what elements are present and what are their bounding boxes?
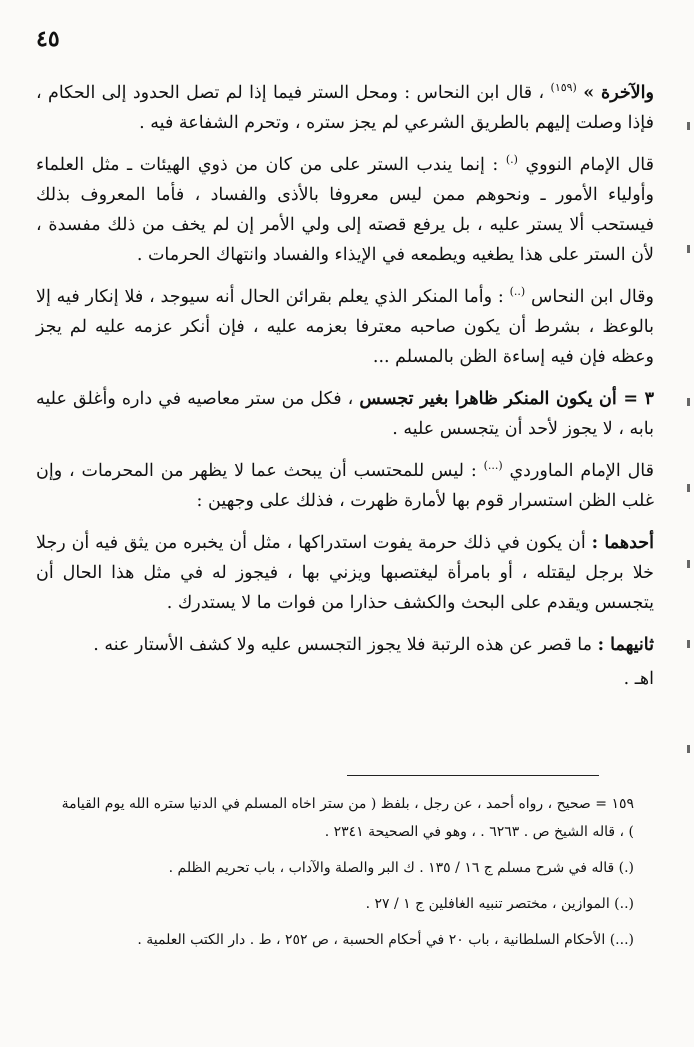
footnote: (...) الأحكام السلطانية ، باب ٢٠ في أحكام الحسبة ، ص ٢٥٢ ، ط . دار الكتب العلمية . [137, 932, 634, 948]
footnote: (..) الموازين ، مختصر تنبيه الغافلين ج ١ / ٢٧ . [365, 896, 634, 912]
footnote: ١٥٩ = صحيح ، رواه أحمد ، عن رجل ، بلفظ ( من ستر اخاه المسلم في الدنيا ستره الله يوم القيامة ) ، قاله الشيخ ص . ٦٢٦٣ . ، وهو في الصحيحة ٢٣٤١ . [61, 796, 634, 840]
footnote: (.) قاله في شرح مسلم ج ١٦ / ١٣٥ . ك البر والصلة والآداب ، باب تحريم الظلم . [168, 860, 634, 876]
paragraph-text: : وأما المنكر الذي يعلم بقرائن الحال أنه سيوجد ، فلا إنكار فيه إلا بالوعظ ، بشرط أن يكون صاحبه معترفا بعزمه عليه ، فإن أنكر عزمه عليه لم يجز وعظه فإن فيه إساءة الظن بالمسلم ... [36, 287, 654, 367]
paragraph-lead: ٣ = أن يكون المنكر ظاهرا بغير تجسس [359, 389, 654, 409]
footnote-ref: (١٥٩) [550, 81, 577, 95]
paragraph-lead: ثانيهما : [597, 635, 654, 655]
closing-mark: اهـ . [623, 669, 654, 689]
paragraph-text: ما قصر عن هذه الرتبة فلا يجوز التجسس عليه ولا كشف الأستار عنه . [93, 635, 592, 655]
footnotes [56, 790, 634, 962]
paragraph-2 [36, 150, 654, 270]
scan-edge-mark [687, 745, 690, 753]
paragraph-lead: والآخرة » [583, 83, 654, 103]
paragraph-text: ، فكل من ستر معاصيه في داره وأغلق عليه بابه ، لا يجوز لأحد أن يتجسس عليه . [36, 389, 654, 439]
paragraph-3 [36, 282, 654, 372]
paragraph-5 [36, 456, 654, 516]
paragraph-prefix: قال الإمام النووي [525, 155, 654, 175]
paragraph-4 [36, 384, 654, 444]
paragraph-text: ، قال ابن النحاس : ومحل الستر فيما إذا لم تصل الحدود إلى الحكام ، فإذا وصلت إليهم بالطريق الشرعي لم يجز ستره ، وتحرم الشفاعة فيه . [36, 83, 654, 133]
footnote-ref: (...) [483, 459, 503, 473]
paragraph-lead: أحدهما : [591, 533, 654, 553]
footnote-separator [347, 775, 599, 776]
page-number: ٤٥ [36, 26, 60, 52]
footnote-ref: (..) [509, 285, 526, 299]
paragraph-prefix: قال الإمام الماوردي [509, 461, 654, 481]
scan-edge-mark [687, 640, 690, 648]
scan-edge-mark [687, 122, 690, 130]
paragraph-text: : ليس للمحتسب أن يبحث عما لا يظهر من المحرمات ، وإن غلب الظن استسرار قوم بها لأمارة ظهرت ، فذلك على وجهين : [36, 461, 654, 511]
scan-edge-mark [687, 398, 690, 406]
paragraph-text: أن يكون في ذلك حرمة يفوت استدراكها ، مثل أن يخبره من يثق فيه أن رجلا خلا برجل ليقتله ، أو بامرأة ليغتصبها ويزني بها ، فيجوز له في مثل هذا الحال أن يتجسس ويقدم على البحث والكشف حذارا من فوات ما لا يستدرك . [36, 533, 654, 613]
paragraph-1 [36, 78, 654, 138]
paragraph-text: : إنما يندب الستر على من كان من ذوي الهيئات ـ مثل العلماء وأولياء الأمور ـ ونحوهم ممن ليس معروفا بالأذى والفساد ، فأما المعروف بذلك فيستحب ألا يستر عليه ، بل يرفع قصته إلى ولي الأمر إن لم يخف من ذلك مفسدة ، لأن الستر على هذا يطغيه ويطمعه في الإيذاء والفساد وانتهاك الحرمات . [36, 155, 654, 265]
scan-edge-mark [687, 245, 690, 253]
footnote-ref: (.) [505, 153, 518, 167]
paragraph-6 [36, 528, 654, 618]
main-text [36, 78, 654, 706]
paragraph-prefix: وقال ابن النحاس [530, 287, 654, 307]
scan-edge-mark [687, 484, 690, 492]
scan-edge-mark [687, 560, 690, 568]
paragraph-7 [36, 630, 654, 660]
